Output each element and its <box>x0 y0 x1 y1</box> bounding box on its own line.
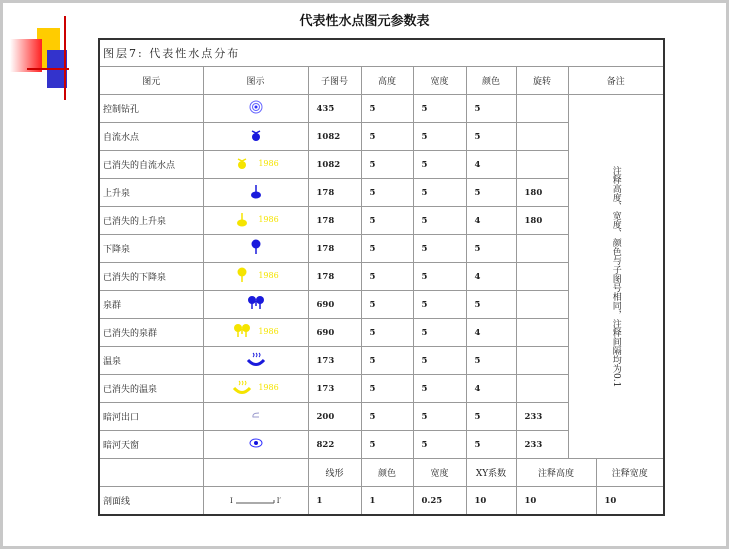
spring-group-icon <box>246 295 266 311</box>
element-name: 温泉 <box>99 347 203 375</box>
cell-color: 5 <box>466 179 516 207</box>
column-header: 高度 <box>361 67 413 95</box>
symbol-cell <box>203 375 308 403</box>
cell-w: 5 <box>413 263 466 291</box>
cell-color: 5 <box>466 291 516 319</box>
concentric-circle-icon <box>246 99 266 115</box>
line-value: 10 <box>596 487 664 516</box>
element-name: 已消失的泉群 <box>99 319 203 347</box>
symbol-cell <box>203 235 308 263</box>
hot-spring-icon-yellow <box>232 379 252 395</box>
cell-color: 4 <box>466 375 516 403</box>
cell-h: 5 <box>361 235 413 263</box>
symbol-cell <box>203 347 308 375</box>
year-label: 1986 <box>258 382 279 392</box>
cell-h: 5 <box>361 207 413 235</box>
cell-h: 5 <box>361 179 413 207</box>
empty-cell <box>203 459 308 487</box>
cell-sub: 200 <box>308 403 361 431</box>
element-name: 剖面线 <box>99 487 203 516</box>
cell-sub: 822 <box>308 431 361 459</box>
cell-sub: 1082 <box>308 123 361 151</box>
symbol-cell <box>203 179 308 207</box>
cell-color: 4 <box>466 151 516 179</box>
line-icon <box>235 497 275 505</box>
cell-color: 5 <box>466 95 516 123</box>
symbol-cell <box>203 263 308 291</box>
cell-w: 5 <box>413 319 466 347</box>
cell-rot <box>516 235 568 263</box>
cell-w: 5 <box>413 207 466 235</box>
cell-w: 5 <box>413 95 466 123</box>
cell-sub: 1082 <box>308 151 361 179</box>
element-name: 上升泉 <box>99 179 203 207</box>
cell-h: 5 <box>361 291 413 319</box>
element-name: 下降泉 <box>99 235 203 263</box>
spring-group-icon-yellow <box>232 323 252 339</box>
symbol-cell <box>203 319 308 347</box>
cell-h: 5 <box>361 123 413 151</box>
cell-color: 4 <box>466 319 516 347</box>
symbol-cell <box>203 487 308 516</box>
cell-w: 5 <box>413 123 466 151</box>
header-row <box>99 67 664 95</box>
line-value: 10 <box>466 487 516 516</box>
end-label: I′ <box>276 496 282 505</box>
artesian-point-icon-yellow <box>232 155 252 171</box>
cell-sub: 178 <box>308 263 361 291</box>
cell-color: 4 <box>466 207 516 235</box>
symbol-cell <box>203 123 308 151</box>
descending-spring-icon <box>246 239 266 255</box>
decoration-horizontal-line <box>27 68 69 70</box>
cell-w: 5 <box>413 375 466 403</box>
cell-rot <box>516 123 568 151</box>
cell-rot: 233 <box>516 431 568 459</box>
remark-cell <box>568 95 664 459</box>
cell-sub: 173 <box>308 375 361 403</box>
line-column-header: 线形 <box>308 459 361 487</box>
cell-sub: 178 <box>308 179 361 207</box>
line-column-header: 注释宽度 <box>596 459 664 487</box>
cell-sub: 173 <box>308 347 361 375</box>
start-label: I <box>229 496 233 505</box>
element-name: 已消失的下降泉 <box>99 263 203 291</box>
column-header: 子图号 <box>308 67 361 95</box>
cell-w: 5 <box>413 179 466 207</box>
cell-h: 5 <box>361 263 413 291</box>
element-name: 自流水点 <box>99 123 203 151</box>
symbol-cell <box>203 291 308 319</box>
cell-color: 4 <box>466 263 516 291</box>
cell-sub: 178 <box>308 207 361 235</box>
layer-title-row <box>99 39 664 67</box>
column-header: 备注 <box>568 67 664 95</box>
line-column-header: 注释高度 <box>516 459 596 487</box>
cell-w: 5 <box>413 347 466 375</box>
line-column-header: 宽度 <box>413 459 466 487</box>
cell-w: 5 <box>413 403 466 431</box>
column-header: 图元 <box>99 67 203 95</box>
cell-w: 5 <box>413 235 466 263</box>
artesian-point-icon <box>246 127 266 143</box>
cell-h: 5 <box>361 431 413 459</box>
cell-rot <box>516 347 568 375</box>
underground-river-outlet-icon <box>246 407 266 423</box>
cell-rot <box>516 291 568 319</box>
table-row <box>99 487 664 516</box>
table-row <box>99 95 664 123</box>
cell-sub: 435 <box>308 95 361 123</box>
element-name: 已消失的上升泉 <box>99 207 203 235</box>
symbol-cell <box>203 403 308 431</box>
element-name: 控制钻孔 <box>99 95 203 123</box>
line-column-header: 颜色 <box>361 459 413 487</box>
column-header: 颜色 <box>466 67 516 95</box>
cell-rot <box>516 151 568 179</box>
cell-h: 5 <box>361 347 413 375</box>
cell-rot: 180 <box>516 207 568 235</box>
column-header: 宽度 <box>413 67 466 95</box>
element-name: 暗河天窗 <box>99 431 203 459</box>
element-name: 泉群 <box>99 291 203 319</box>
cell-w: 5 <box>413 431 466 459</box>
cell-rot <box>516 319 568 347</box>
element-name: 已消失的自流水点 <box>99 151 203 179</box>
ascending-spring-icon-yellow <box>232 211 252 227</box>
cell-sub: 690 <box>308 291 361 319</box>
cell-color: 5 <box>466 431 516 459</box>
page-title: 代表性水点图元参数表 <box>299 14 430 29</box>
year-label: 1986 <box>258 214 279 224</box>
cell-w: 5 <box>413 291 466 319</box>
cell-h: 5 <box>361 151 413 179</box>
cell-w: 5 <box>413 151 466 179</box>
line-value: 10 <box>516 487 596 516</box>
symbol-cell <box>203 95 308 123</box>
element-name: 暗河出口 <box>99 403 203 431</box>
cell-color: 5 <box>466 235 516 263</box>
layer-title: 图层7: 代表性水点分布 <box>99 39 664 67</box>
cell-sub: 690 <box>308 319 361 347</box>
remark-text: 注释高度、宽度、颜色与子图号相同，注释间隔均为0.1 <box>610 165 621 388</box>
cell-rot: 233 <box>516 403 568 431</box>
year-label: 1986 <box>258 158 279 168</box>
line-value: 1 <box>308 487 361 516</box>
cell-h: 5 <box>361 319 413 347</box>
hot-spring-icon <box>246 351 266 367</box>
underground-river-skylight-icon <box>246 435 266 451</box>
cell-rot <box>516 375 568 403</box>
water-point-table <box>98 38 665 516</box>
year-label: 1986 <box>258 326 279 336</box>
line-column-header: XY系数 <box>466 459 516 487</box>
line-value: 1 <box>361 487 413 516</box>
cell-rot <box>516 95 568 123</box>
cell-color: 5 <box>466 123 516 151</box>
cell-h: 5 <box>361 375 413 403</box>
section-line-icon <box>230 497 281 505</box>
symbol-cell <box>203 151 308 179</box>
line-header-row <box>99 459 664 487</box>
cell-color: 5 <box>466 403 516 431</box>
cell-rot: 180 <box>516 179 568 207</box>
ascending-spring-icon <box>246 183 266 199</box>
element-name: 已消失的温泉 <box>99 375 203 403</box>
symbol-cell <box>203 207 308 235</box>
column-header: 图示 <box>203 67 308 95</box>
cell-sub: 178 <box>308 235 361 263</box>
cell-color: 5 <box>466 347 516 375</box>
symbol-cell <box>203 431 308 459</box>
year-label: 1986 <box>258 270 279 280</box>
descending-spring-icon-yellow <box>232 267 252 283</box>
cell-rot <box>516 263 568 291</box>
cell-h: 5 <box>361 403 413 431</box>
column-header: 旋转 <box>516 67 568 95</box>
line-value: 0.25 <box>413 487 466 516</box>
empty-cell <box>99 459 203 487</box>
cell-h: 5 <box>361 95 413 123</box>
